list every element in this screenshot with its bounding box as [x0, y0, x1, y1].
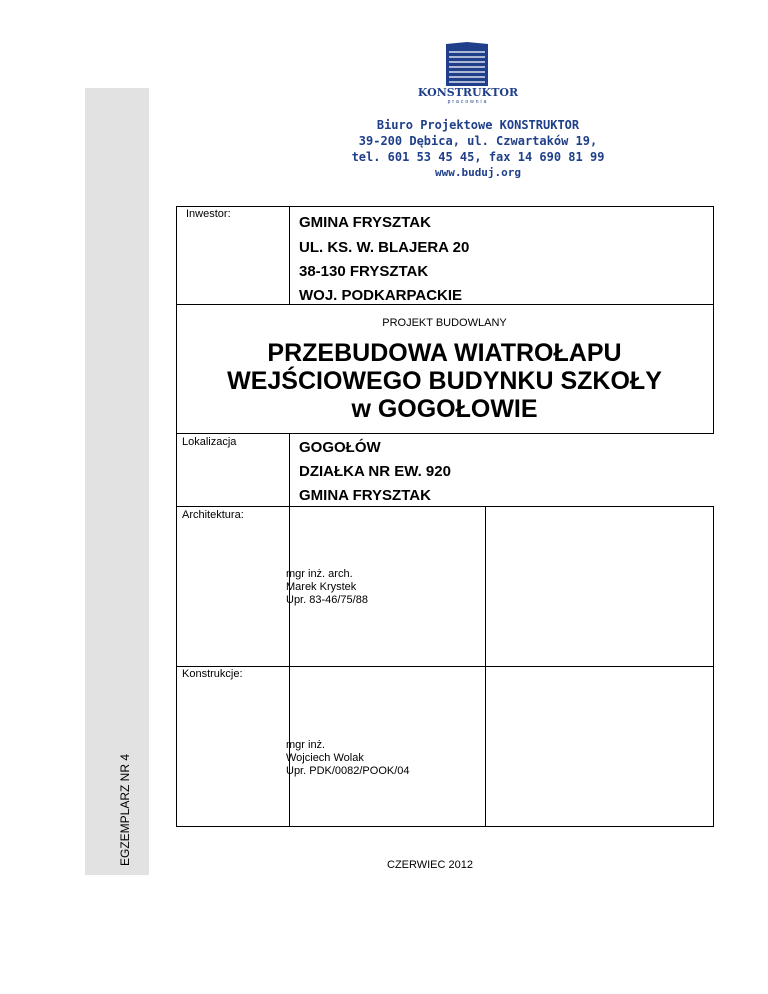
architecture-label: Architektura:: [182, 509, 244, 521]
architecture-license: Upr. 83-46/75/88: [286, 594, 368, 606]
location-municipality: GMINA FRYSZTAK: [299, 487, 431, 504]
construction-label: Konstrukcje:: [182, 668, 243, 680]
location-plot: DZIAŁKA NR EW. 920: [299, 463, 451, 480]
architecture-signature-cell: [485, 506, 714, 667]
firm-website: www.buduj.org: [434, 166, 522, 179]
firm-address: [300, 117, 656, 181]
firm-name: Biuro Projektowe KONSTRUKTOR: [376, 118, 580, 132]
investor-name: GMINA FRYSZTAK: [299, 214, 431, 231]
logo-tagline: pracownia: [447, 99, 489, 105]
architecture-title: mgr inż. arch.: [286, 568, 353, 580]
construction-signature-cell: [485, 666, 714, 827]
firm-phone: tel. 601 53 45 45, fax 14 690 81 99: [351, 150, 605, 164]
document-date: CZERWIEC 2012: [387, 859, 473, 871]
architecture-name: Marek Krystek: [286, 581, 357, 593]
margin-strip: [85, 88, 149, 875]
location-label: Lokalizacja: [182, 436, 237, 448]
investor-voivodeship: WOJ. PODKARPACKIE: [299, 287, 463, 304]
firm-street: 39-200 Dębica, ul. Czwartaków 19,: [358, 134, 598, 148]
investor-label: Inwestor:: [186, 208, 231, 220]
project-title-line: PRZEBUDOWA WIATROŁAPU: [267, 339, 622, 367]
investor-city: 38-130 FRYSZTAK: [299, 263, 429, 280]
investor-label-cell: [176, 206, 290, 305]
project-type: PROJEKT BUDOWLANY: [382, 317, 507, 329]
construction-license: Upr. PDK/0082/POOK/04: [286, 765, 410, 777]
location-village: GOGOŁÓW: [299, 439, 381, 456]
architecture-label-cell: [176, 506, 290, 667]
investor-street: UL. KS. W. BLAJERA 20: [299, 239, 470, 256]
project-title-line: WEJŚCIOWEGO BUDYNKU SZKOŁY: [227, 367, 662, 395]
konstruktor-logo: [413, 42, 523, 108]
project-title: [176, 339, 713, 423]
construction-label-cell: [176, 666, 290, 827]
construction-title: mgr inż.: [286, 739, 326, 751]
logo-name: KONSTRUKTOR: [417, 86, 519, 99]
construction-name: Wojciech Wolak: [286, 752, 364, 764]
copy-number-label: EGZEMPLARZ NR 4: [118, 753, 132, 866]
project-title-line: w GOGOŁOWIE: [351, 395, 538, 423]
